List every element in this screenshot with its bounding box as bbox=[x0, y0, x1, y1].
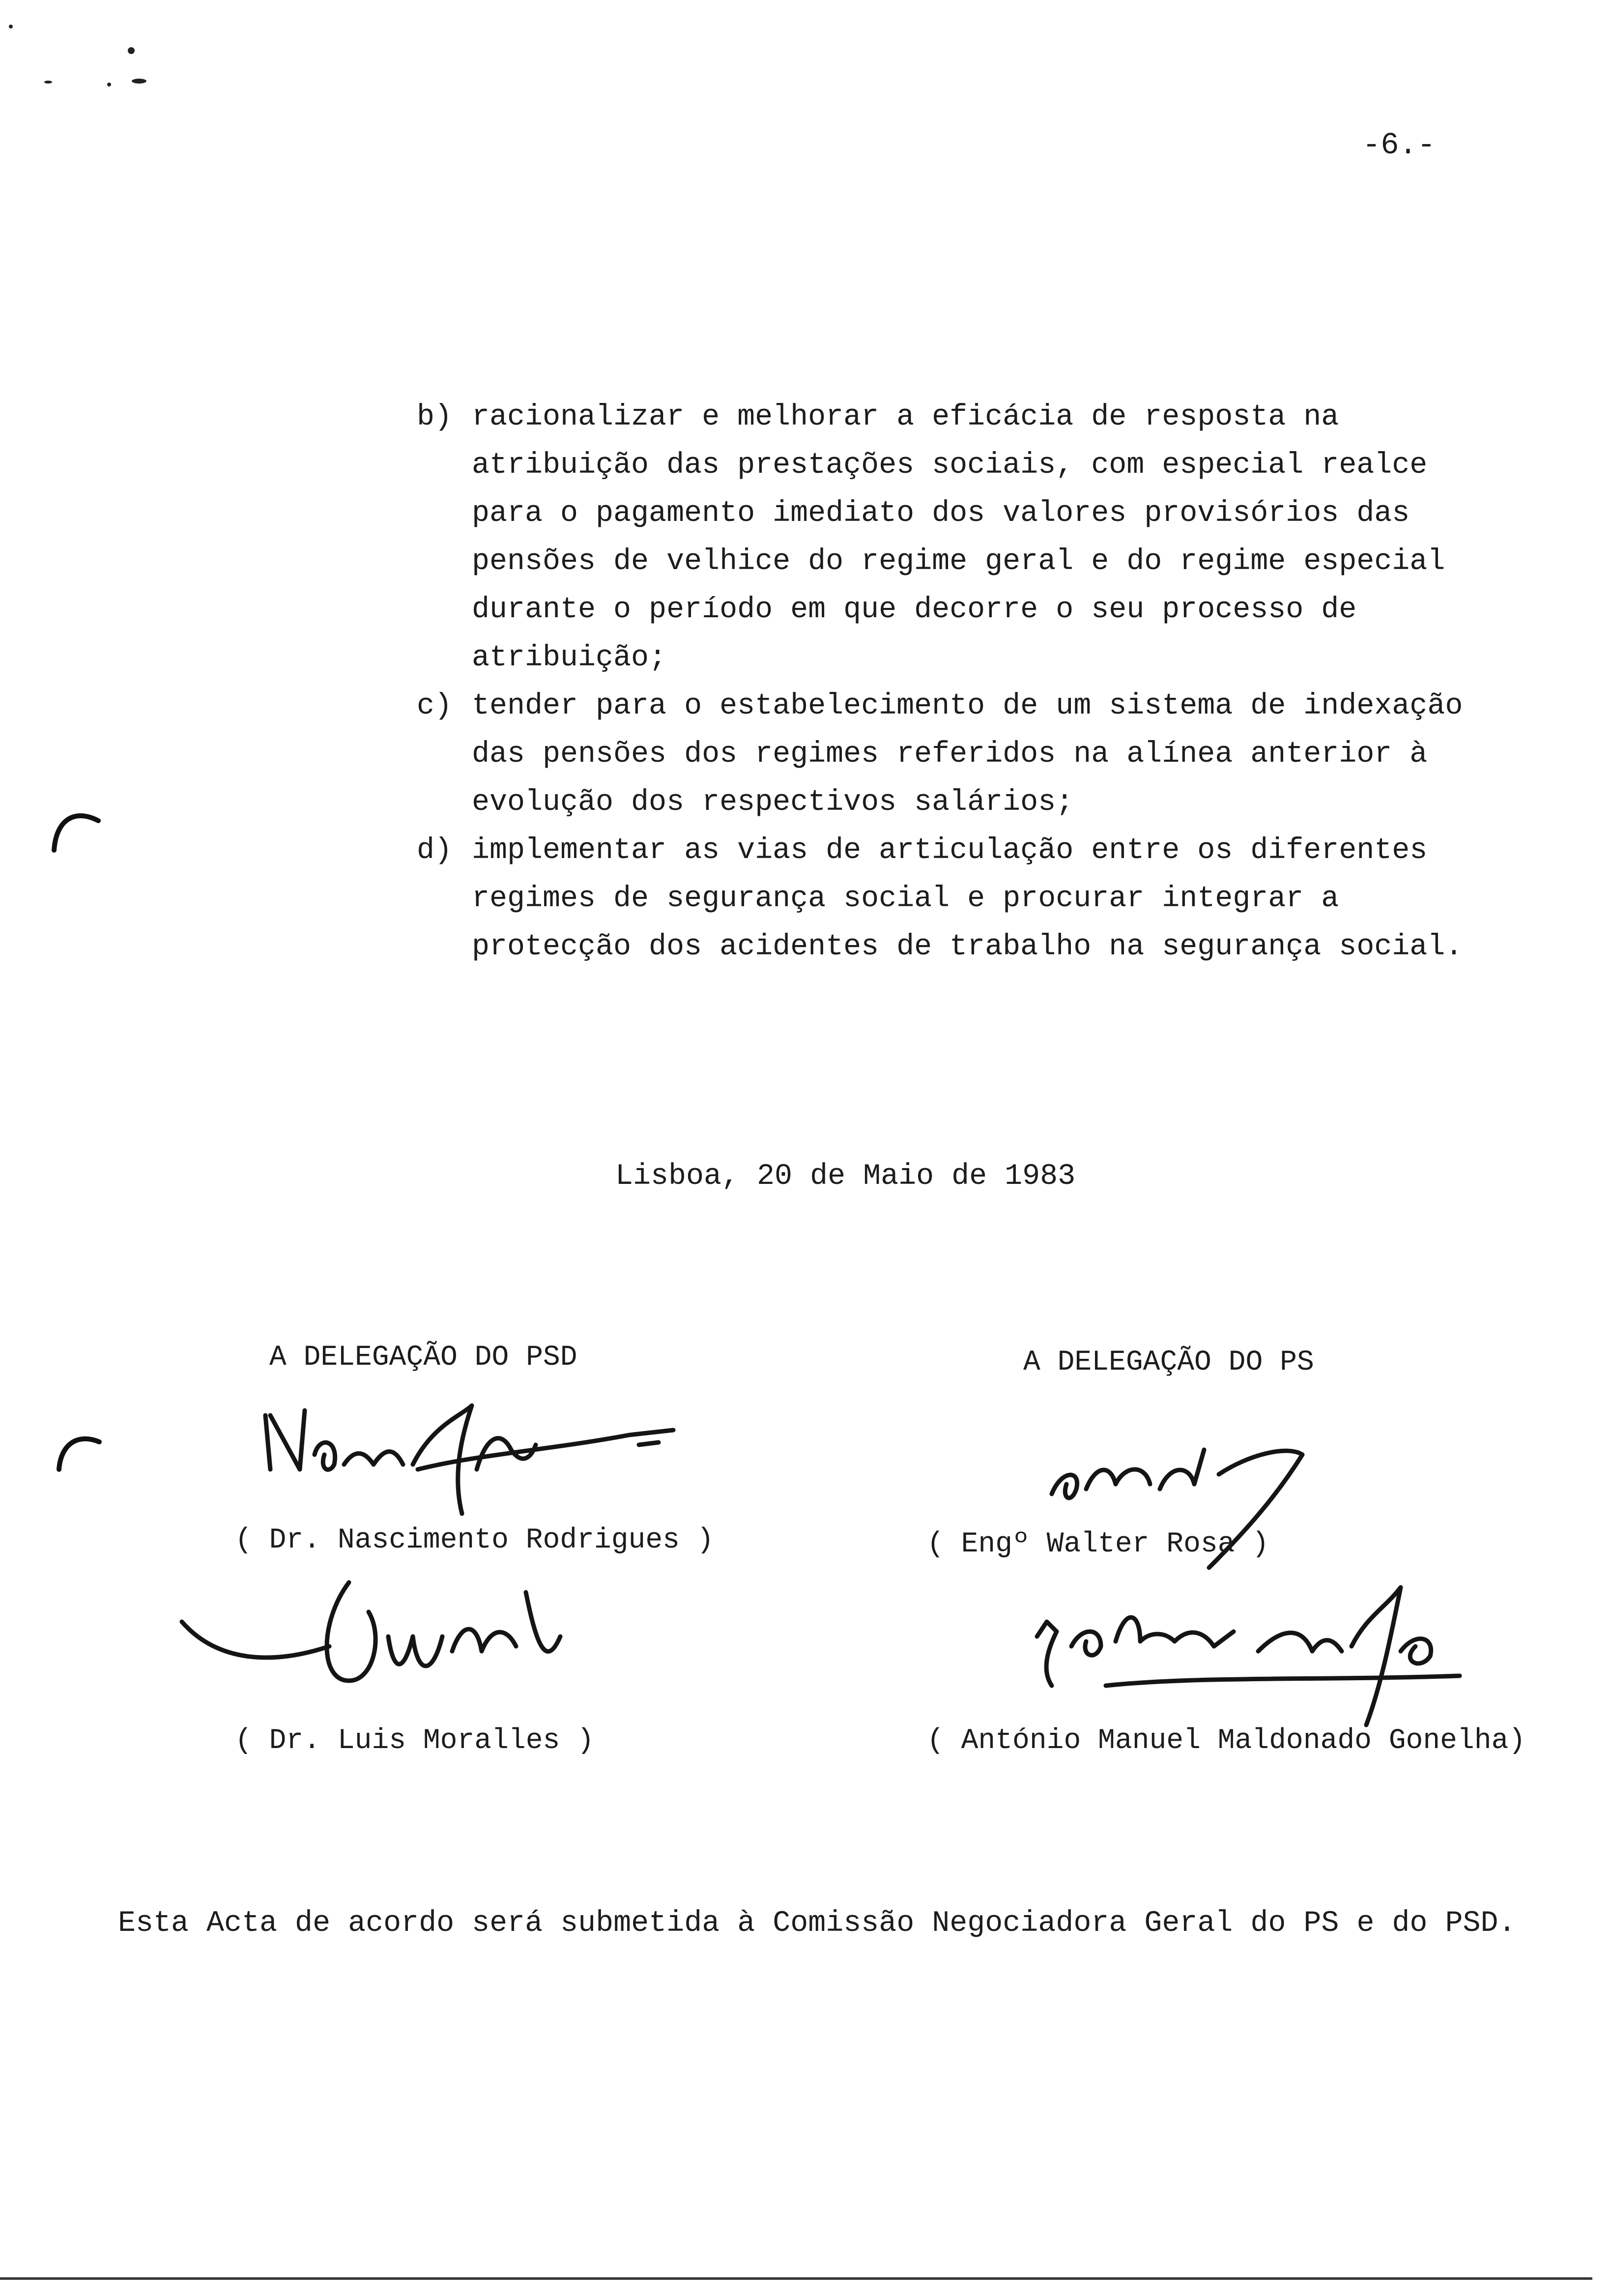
signatory-nascimento-rodrigues: ( Dr. Nascimento Rodrigues ) bbox=[235, 1524, 714, 1556]
ps-delegation-heading: A DELEGAÇÃO DO PS bbox=[1023, 1347, 1314, 1378]
place-and-date: Lisboa, 20 de Maio de 1983 bbox=[615, 1160, 1076, 1193]
clause-text: tender para o estabelecimento de um sistema de indexação das pensões dos regimes referidos na alínea anterior à evolução dos respectivos salários; bbox=[472, 689, 1463, 819]
psd-delegation-heading: A DELEGAÇÃO DO PSD bbox=[269, 1342, 577, 1374]
scan-speck bbox=[132, 79, 146, 84]
signature-luis-moralles bbox=[172, 1563, 585, 1710]
scan-speck bbox=[107, 83, 111, 86]
clause-d bbox=[417, 827, 1488, 971]
clause-marker: d) bbox=[417, 834, 453, 867]
bottom-rule bbox=[0, 2277, 1592, 2280]
clause-marker: b) bbox=[417, 401, 453, 434]
signatory-luis-moralles: ( Dr. Luis Moralles ) bbox=[235, 1725, 594, 1757]
signature-maldonado-gonelha bbox=[1027, 1578, 1469, 1735]
scan-speck bbox=[9, 25, 13, 29]
signatory-maldonado-gonelha: ( António Manuel Maldonado Gonelha) bbox=[927, 1725, 1526, 1757]
clause-b bbox=[417, 393, 1488, 682]
punch-hole-mark bbox=[54, 1425, 108, 1474]
page-number: -6.- bbox=[1362, 128, 1436, 163]
clause-marker: c) bbox=[417, 689, 453, 723]
scan-speck bbox=[44, 81, 52, 84]
clause-text: racionalizar e melhorar a eficácia de resposta na atribuição das prestações sociais, com especial realce para o pagamento imediato dos valores provisórios das pensões de velhice do regime geral e do regime especial durante o período em que decorre o seu processo de atribuição; bbox=[472, 401, 1445, 675]
signature-nascimento-rodrigues bbox=[256, 1396, 688, 1519]
punch-hole-mark bbox=[49, 801, 108, 855]
scan-speck bbox=[128, 47, 135, 54]
footer-note: Esta Acta de acordo será submetida à Comissão Negociadora Geral do PS e do PSD. bbox=[118, 1907, 1516, 1940]
signatory-walter-rosa: ( Engº Walter Rosa ) bbox=[927, 1528, 1269, 1560]
clause-c bbox=[417, 682, 1488, 827]
clause-list bbox=[417, 393, 1488, 971]
clause-text: implementar as vias de articulação entre os diferentes regimes de segurança social e procurar integrar a protecção dos acidentes de trabalho na segurança social. bbox=[472, 834, 1463, 964]
